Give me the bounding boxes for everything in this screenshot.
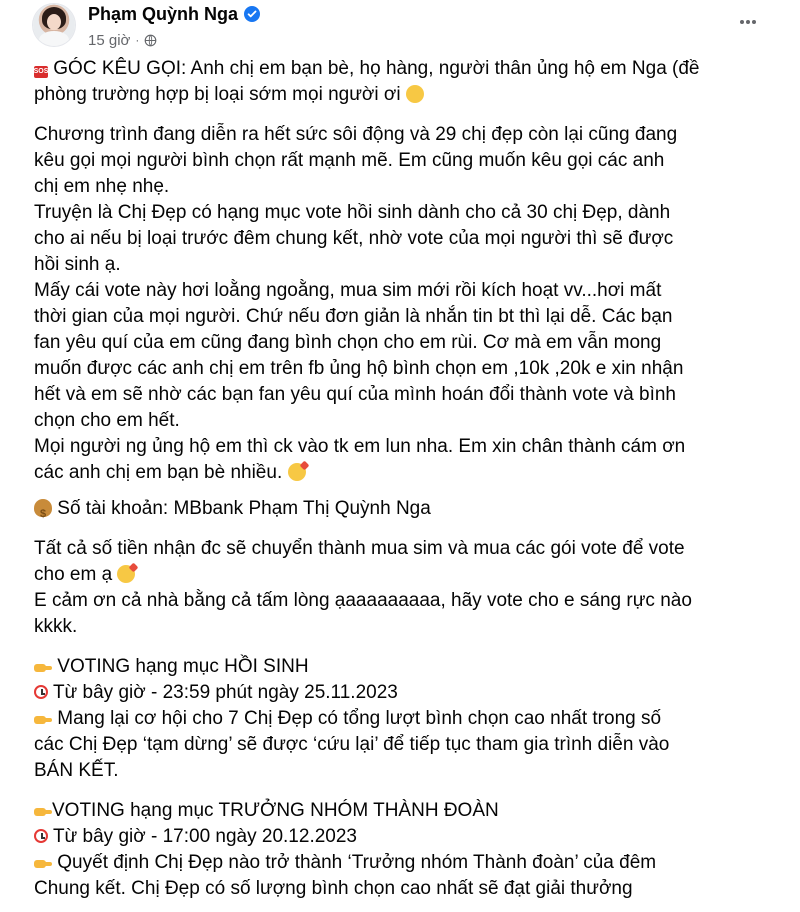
author-name[interactable]: Phạm Quỳnh Nga [88,4,239,24]
alarm-clock-icon [34,829,48,843]
post-content [34,56,776,902]
text-line: BÁN KẾT. [34,760,119,781]
heart-eyes-emoji-icon [117,565,135,583]
globe-icon [144,34,157,47]
text-line: muốn được các anh chị em trên fb ủng hộ bình chọn em ,10k ,20k e xin nhận [34,358,684,379]
avatar-shoulders [39,31,69,46]
text-line: chọn cho em hết. [34,410,180,431]
love-emoji-icon [288,463,306,481]
text-line: Chương trình đang diễn ra hết sức sôi động và 29 chị đẹp còn lại cũng đang [34,124,678,145]
text-line: fan yêu quí của em cũng đang bình chọn cho em rùi. Cơ mà em vẫn mong [34,332,662,353]
text-line: các anh chị em bạn bè nhiều. [34,460,776,486]
text-line: Mang lại cơ hội cho 7 Chị Đẹp có tổng lượt bình chọn cao nhất trong số [34,706,776,732]
verified-badge-icon [244,6,260,22]
text-line: VOTING hạng mục TRƯỞNG NHÓM THÀNH ĐOÀN [34,798,776,824]
post-header [0,0,800,56]
author-name-row [88,2,260,26]
pointing-hand-icon [34,857,52,871]
text-line: Quyết định Chị Đẹp nào trở thành ‘Trưởng nhóm Thành đoàn’ của đêm [34,850,776,876]
pointing-hand-icon [34,805,52,819]
pointing-hand-icon [34,661,52,675]
more-options-icon [738,12,758,32]
avatar-face [47,14,61,30]
meta-separator: · [135,33,140,47]
text-line: hết và em sẽ nhờ các bạn fan yêu quí của mình hoán đổi thành vote và bình [34,384,677,405]
text-line: phòng trường hợp bị loại sớm mọi người ơi [34,82,776,108]
more-options-button[interactable] [730,4,766,40]
text-line: kkkk. [34,616,78,637]
text-line: E cảm ơn cả nhà bằng cả tấm lòng ạaaaaaaaaa, hãy vote cho e sáng rực nào [34,590,692,611]
voting-revival-section [34,654,776,784]
thanks-paragraph [34,536,776,640]
spacer [34,784,776,798]
account-paragraph [34,496,776,522]
alarm-clock-icon [34,685,48,699]
wink-emoji-icon [406,85,424,103]
text-line: Truyện là Chị Đẹp có hạng mục vote hồi sinh dành cho cả 30 chị Đẹp, dành [34,202,671,223]
text-line: các Chị Đẹp ‘tạm dừng’ sẽ được ‘cứu lại’ để tiếp tục tham gia trình diễn vào [34,734,670,755]
sos-icon: SOS [34,66,48,78]
call-paragraph [34,56,776,108]
text-line: Chung kết. Chị Đẹp có số lượng bình chọn cao nhất sẽ đạt giải thưởng [34,878,633,899]
text-line: chị em nhẹ nhẹ. [34,176,170,197]
money-bag-icon [34,499,52,517]
text-line: kêu gọi mọi người bình chọn rất mạnh mẽ. Em cũng muốn kêu gọi các anh [34,150,665,171]
text-line: VOTING hạng mục HỒI SINH [34,654,776,680]
spacer [34,640,776,654]
spacer [34,522,776,536]
text-line: Mọi người ng ủng hộ em thì ck vào tk em lun nha. Em xin chân thành cám ơn [34,436,686,457]
program-paragraph [34,122,776,486]
voting-leader-section [34,798,776,902]
text-line: Tất cả số tiền nhận đc sẽ chuyển thành mua sim và mua các gói vote để vote [34,538,685,559]
text-line: Mấy cái vote này hơi loằng ngoằng, mua sim mới rồi kích hoạt vv...hơi mất [34,280,662,301]
text-line: Từ bây giờ - 23:59 phút ngày 25.11.2023 [34,680,776,706]
text-line: cho ai nếu bị loại trước đêm chung kết, nhờ vote của mọi người thì sẽ được [34,228,674,249]
text-line [34,496,776,522]
spacer [34,108,776,122]
text-line: hồi sinh ạ. [34,254,121,275]
text-line: cho em ạ [34,562,776,588]
text-line: Từ bây giờ - 17:00 ngày 20.12.2023 [34,824,776,850]
bank-account: Số tài khoản: MBbank Phạm Thị Quỳnh Nga [57,498,431,519]
post-time[interactable]: 15 giờ [88,31,131,49]
post-meta [88,31,157,49]
text-line: SOS GÓC KÊU GỌI: Anh chị em bạn bè, họ hàng, người thân ủng hộ em Nga (đề [33,58,700,79]
spacer [34,486,776,496]
pointing-hand-icon [34,713,52,727]
text-line: thời gian của mọi người. Chứ nếu đơn giản là nhắn tin bt thì lại dễ. Các bạn [34,306,673,327]
author-avatar[interactable] [33,4,75,46]
